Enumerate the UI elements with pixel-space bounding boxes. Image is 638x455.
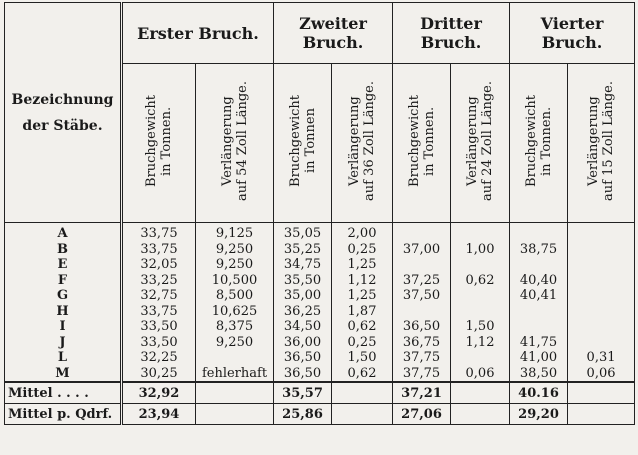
table-cell: 35,50 bbox=[274, 273, 332, 289]
sub-header-elong-2 bbox=[332, 64, 393, 223]
table-cell: 38,50 bbox=[510, 366, 568, 383]
table-cell: 36,50 bbox=[274, 350, 332, 366]
table-cell: 0,62 bbox=[332, 366, 393, 383]
summary-cell: 27,06 bbox=[393, 404, 451, 425]
table-cell: 34,50 bbox=[274, 319, 332, 335]
table-cell: 33,75 bbox=[122, 223, 196, 242]
table-cell: 32,25 bbox=[122, 350, 196, 366]
table-cell: 9,250 bbox=[196, 242, 274, 258]
summary-cell bbox=[451, 404, 510, 425]
table-cell: 1,25 bbox=[332, 257, 393, 273]
row-label: A bbox=[5, 223, 122, 242]
table-cell: 36,25 bbox=[274, 304, 332, 320]
table-cell: 35,05 bbox=[274, 223, 332, 242]
table-row bbox=[5, 242, 635, 258]
sub-header-text: Verlängerung auf 54 Zoll Länge. bbox=[219, 81, 250, 201]
table-cell bbox=[196, 350, 274, 366]
group-header-third: Dritter Bruch. bbox=[393, 3, 510, 64]
table-cell: 38,75 bbox=[510, 242, 568, 258]
sub-header-elong-3 bbox=[451, 64, 510, 223]
table-cell: 1,12 bbox=[451, 335, 510, 351]
table-cell: 1,87 bbox=[332, 304, 393, 320]
row-label: I bbox=[5, 319, 122, 335]
table-cell: 0,06 bbox=[568, 366, 635, 383]
table-cell: 33,75 bbox=[122, 242, 196, 258]
row-label: M bbox=[5, 366, 122, 383]
sub-header-weight-1 bbox=[122, 64, 196, 223]
sub-header-weight-2 bbox=[274, 64, 332, 223]
table-cell: 32,75 bbox=[122, 288, 196, 304]
summary-cell bbox=[196, 382, 274, 404]
table-cell bbox=[568, 288, 635, 304]
table-cell: 9,250 bbox=[196, 335, 274, 351]
table-cell: 10,500 bbox=[196, 273, 274, 289]
table-cell: 0,25 bbox=[332, 242, 393, 258]
label-header-line1: Bezeichnung bbox=[11, 91, 114, 108]
sub-header-weight-4 bbox=[510, 64, 568, 223]
table-cell bbox=[510, 319, 568, 335]
table-cell: 33,50 bbox=[122, 319, 196, 335]
table-cell: 30,25 bbox=[122, 366, 196, 383]
sub-header-text: Verlängerung auf 15 Zoll Länge. bbox=[586, 81, 617, 201]
table-cell bbox=[451, 350, 510, 366]
table-cell: 1,00 bbox=[451, 242, 510, 258]
table-cell: 34,75 bbox=[274, 257, 332, 273]
table-cell: 0,25 bbox=[332, 335, 393, 351]
table-cell: 32,05 bbox=[122, 257, 196, 273]
group-header-fourth: Vierter Bruch. bbox=[510, 3, 635, 64]
table-row bbox=[5, 223, 635, 242]
table-cell: 1,50 bbox=[451, 319, 510, 335]
table-cell: fehlerhaft bbox=[196, 366, 274, 383]
sub-header-text: Bruchgewicht in Tonnen. bbox=[523, 95, 554, 187]
table-row bbox=[5, 304, 635, 320]
summary-cell bbox=[196, 404, 274, 425]
table-cell: 40,41 bbox=[510, 288, 568, 304]
summary-cell: 35,57 bbox=[274, 382, 332, 404]
table-cell bbox=[568, 223, 635, 242]
table-cell: 0,31 bbox=[568, 350, 635, 366]
row-label: H bbox=[5, 304, 122, 320]
table-row bbox=[5, 335, 635, 351]
summary-cell bbox=[332, 382, 393, 404]
group-header-first: Erster Bruch. bbox=[122, 3, 274, 64]
table-cell: 33,50 bbox=[122, 335, 196, 351]
table-cell bbox=[568, 335, 635, 351]
table-cell bbox=[568, 242, 635, 258]
table-cell: 41,75 bbox=[510, 335, 568, 351]
table-cell: 37,00 bbox=[393, 242, 451, 258]
table-cell bbox=[451, 257, 510, 273]
table-cell bbox=[451, 304, 510, 320]
table-cell: 2,00 bbox=[332, 223, 393, 242]
summary-cell: 32,92 bbox=[122, 382, 196, 404]
table-cell: 37,75 bbox=[393, 350, 451, 366]
table-cell: 33,75 bbox=[122, 304, 196, 320]
table-cell: 9,250 bbox=[196, 257, 274, 273]
column-label-header bbox=[5, 3, 122, 223]
summary-row bbox=[5, 382, 635, 404]
table-cell: 8,375 bbox=[196, 319, 274, 335]
table-cell bbox=[510, 223, 568, 242]
table-cell bbox=[393, 223, 451, 242]
sub-header-elong-4 bbox=[568, 64, 635, 223]
table-cell: 8,500 bbox=[196, 288, 274, 304]
label-header-line2: der Stäbe. bbox=[22, 117, 103, 134]
table-cell: 33,25 bbox=[122, 273, 196, 289]
table-cell: 0,06 bbox=[451, 366, 510, 383]
table-row bbox=[5, 257, 635, 273]
summary-row bbox=[5, 404, 635, 425]
group-header-second: Zweiter Bruch. bbox=[274, 3, 393, 64]
summary-cell bbox=[451, 382, 510, 404]
table-cell: 10,625 bbox=[196, 304, 274, 320]
table-cell bbox=[568, 319, 635, 335]
table-cell: 1,50 bbox=[332, 350, 393, 366]
sub-header-text: Verlängerung auf 36 Zoll Länge. bbox=[347, 81, 378, 201]
fracture-test-table bbox=[4, 2, 635, 425]
table-cell: 37,25 bbox=[393, 273, 451, 289]
summary-cell: 29,20 bbox=[510, 404, 568, 425]
sub-header-text: Bruchgewicht in Tonnen. bbox=[144, 95, 174, 187]
table-cell bbox=[451, 288, 510, 304]
table-row bbox=[5, 273, 635, 289]
table-cell bbox=[568, 273, 635, 289]
table-cell: 41,00 bbox=[510, 350, 568, 366]
row-label: J bbox=[5, 335, 122, 351]
row-label: G bbox=[5, 288, 122, 304]
table-cell: 36,50 bbox=[393, 319, 451, 335]
table-row bbox=[5, 350, 635, 366]
summary-label: Mittel . . . . bbox=[5, 382, 122, 404]
row-label: L bbox=[5, 350, 122, 366]
table-cell: 36,50 bbox=[274, 366, 332, 383]
table-cell bbox=[568, 304, 635, 320]
summary-cell: 37,21 bbox=[393, 382, 451, 404]
sub-header-text: Bruchgewicht in Tonnen. bbox=[406, 95, 437, 187]
table-cell: 36,75 bbox=[393, 335, 451, 351]
row-label: B bbox=[5, 242, 122, 258]
table-row bbox=[5, 366, 635, 383]
summary-cell: 23,94 bbox=[122, 404, 196, 425]
table-cell: 37,75 bbox=[393, 366, 451, 383]
sub-header-weight-3 bbox=[393, 64, 451, 223]
table-cell: 1,12 bbox=[332, 273, 393, 289]
table-cell bbox=[510, 257, 568, 273]
summary-cell bbox=[568, 382, 635, 404]
sub-header-text: Verlängerung auf 24 Zoll Länge. bbox=[465, 81, 496, 201]
row-label: E bbox=[5, 257, 122, 273]
summary-cell bbox=[332, 404, 393, 425]
summary-label: Mittel p. Qdrf. bbox=[5, 404, 122, 425]
table-cell: 40,40 bbox=[510, 273, 568, 289]
table-cell bbox=[510, 304, 568, 320]
sub-header-text: Bruchgewicht in Tonnen bbox=[287, 95, 318, 187]
summary-cell: 40.16 bbox=[510, 382, 568, 404]
table-row bbox=[5, 319, 635, 335]
table-cell: 35,25 bbox=[274, 242, 332, 258]
summary-cell bbox=[568, 404, 635, 425]
table-row bbox=[5, 288, 635, 304]
summary-cell: 25,86 bbox=[274, 404, 332, 425]
table-cell: 0,62 bbox=[332, 319, 393, 335]
table-cell: 35,00 bbox=[274, 288, 332, 304]
sub-header-elong-1 bbox=[196, 64, 274, 223]
table-cell: 9,125 bbox=[196, 223, 274, 242]
table-cell: 1,25 bbox=[332, 288, 393, 304]
row-label: F bbox=[5, 273, 122, 289]
table-cell: 0,62 bbox=[451, 273, 510, 289]
table-cell bbox=[451, 223, 510, 242]
table-cell bbox=[393, 304, 451, 320]
table-cell bbox=[393, 257, 451, 273]
table-cell: 37,50 bbox=[393, 288, 451, 304]
table-cell bbox=[568, 257, 635, 273]
table-cell: 36,00 bbox=[274, 335, 332, 351]
